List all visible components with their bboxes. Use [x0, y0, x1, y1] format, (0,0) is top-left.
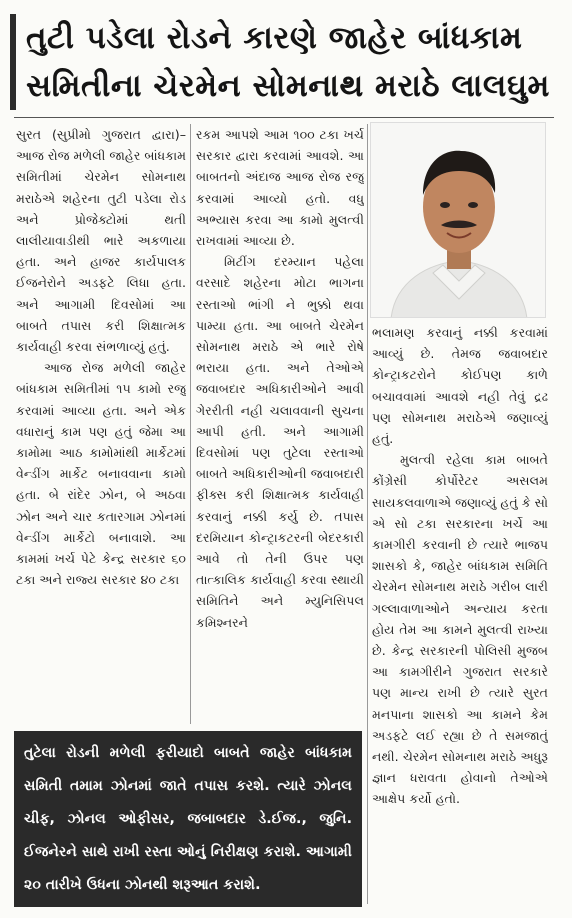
paragraph: મિટીંગ દરમ્યાન પહેલા વરસાદે શહેરના મોટા ભાગના રસ્તાઓ ભાંગી ને ભુક્કો થવા પામ્યા હતા. આ બાબતે ચેરમેન સોમનાથ મરાઠે એ ભારે રોષે ભરાયા હતા. અને તેઓએ જવાબદાર અધિકારીઓને આવી ગેરરીતી નહી ચલાવવાની સુચના આપી હતી. અને આગામી દિવસોમાં પણ તુટેલા રસ્તાઓ બાબતે અધિકારીઓની જવાબદારી ફીક્સ કરી શિક્ષાત્મક કાર્યવાહી કરવાનું નક્કી કર્યુ છે. તપાસ દરમિયાન કોન્ટ્રાકટરની બેદરકારી આવે તો તેની ઉપર પણ તાત્કાલિક કાર્યવાહી કરવા સ્થાયી સમિતિને અને મ્યુનિસિપલ કમિશ્નરને — [196, 254, 364, 630]
article-column-3 — [372, 322, 548, 910]
highlight-box-text: તુટેલા રોડની મળેલી ફરીયાદો બાબતે જાહેર બાંધકામ સમિતી તમામ ઝોનમાં જાતે તપાસ કરશે. ત્યારે ઝોનલ ચીફ, ઝોનલ ઓફીસર, જબાબદાર ડે.ઈજ., જુનિ. ઈજનેરને સાથે રાખી રસ્તા ઓનું નિરીક્ષણ કરાશે. આગામી ૨૦ તારીખે ઉધના ઝોનથી શરૂઆત કરાશે. — [24, 745, 352, 893]
headline — [10, 14, 558, 110]
article-column-1 — [16, 124, 186, 726]
highlight-box — [14, 731, 362, 907]
paragraph: મુલત્વી રહેલા કામ બાબતે કોંગ્રેસી કોર્પોરેટર અસલમ સાયકલવાળાએ જણાવ્યું હતું કે સો એ સો ટકા સરકારના ખર્ચે આ કામગીરી કરવાની છે ત્યારે ભાજપ શાસકો કે, જાહેર બાંધકામ સમિતિ ચેરમેન સોમનાથ મરાઠે ગરીબ લારી ગલ્લાવાળાઓને અન્યાય કરતા હોય તેમ આ કામને મુલત્વી રાખ્યા છે. કેન્દ્ર સરકારની પોલિસી મુજબ આ કામગીરીને ગુજરાત સરકારે પણ માન્ય રાખી છે ત્યારે સુરત મનપાના શાસકો આ કામને કેમ અડફટે લઈ રહ્યા છે તે સમજાતું નથી. ચેરમેન સોમનાથ મરાઠે અધુરૂ જ્ઞાન ધરાવતા હોવાનો તેઓએ આક્ષેપ કર્યો હતો. — [372, 452, 548, 807]
paragraph: આજ રોજ મળેલી જાહેર બાંધકામ સમિતીમાં ૧૫ કામો રજુ કરવામાં આવ્યા હતા. અને એક વધારાનું કામ પણ હતું જેમા આ કામોમા આઠ કામોમાંથી માર્કેટમાં વેન્ડીંગ માર્કેટ બનાવવાના કામો હતા. બે રાંદેર ઝોન, બે અઠવા ઝોન અને ચાર કતારગામ ઝોનમાં વેન્ડીંગ માર્કેટો બનાવાશે. આ કામમાં ખર્ચ પેટે કેન્દ્ર સરકાર ૬૦ ટકા અને રાજ્ય સરકાર ૪૦ ટકા — [16, 360, 186, 588]
column-divider — [190, 124, 191, 724]
paragraph: ભલામણ કરવાનું નક્કી કરવામાં આવ્યું છે. તેમજ જવાબદાર કોન્ટ્રાકટરોને કોઈપણ કાળે બચાવવામાં આવશે નહી તેવું દ્રઢ પણ સોમનાથ મરાઠેએ જણાવ્યું હતું. — [372, 325, 548, 447]
column-divider — [367, 124, 368, 904]
article-column-2 — [196, 124, 364, 726]
paragraph: સુરત (સુપ્રીમો ગુજરાત દ્વારા)– આજ રોજ મળેલી જાહેર બાંધકામ સમિતીમાં ચેરમેન સોમનાથ મરાઠેએ શહેરના તુટી પડેલા રોડ અને પ્રોજેક્ટોમાં થતી લાલીયાવાડીથી ભારે અકળાયા હતા. અને હાજર કાર્યપાલક ઈજનેરોને અડફટે લિધા હતા. અને આગામી દિવસોમાં આ બાબતે તપાસ કરી શિક્ષાત્મક કાર્યવાહી કરવા સંભળાવ્યું હતું. — [16, 127, 186, 355]
headline-rule — [14, 117, 554, 118]
headline-line-2: સમિતીના ચેરમેન સોમનાથ મરાઠે લાલઘુમ — [26, 68, 550, 104]
portrait-photo-icon — [371, 123, 546, 318]
paragraph: રકમ આપશે આમ ૧૦૦ ટકા ખર્ચ સરકાર દ્વારા કરવામાં આવશે. આ બાબતનો અંદાજ આજ રોજ રજુ કરવામાં આવ્યો હતો. વધુ અભ્યાસ કરવા આ કામો મુલત્વી રાખવામાં આવ્યા છે. — [196, 127, 364, 249]
portrait-photo — [370, 122, 546, 318]
headline-line-1: તુટી પડેલા રોડને કારણે જાહેર બાંધકામ — [26, 20, 523, 56]
